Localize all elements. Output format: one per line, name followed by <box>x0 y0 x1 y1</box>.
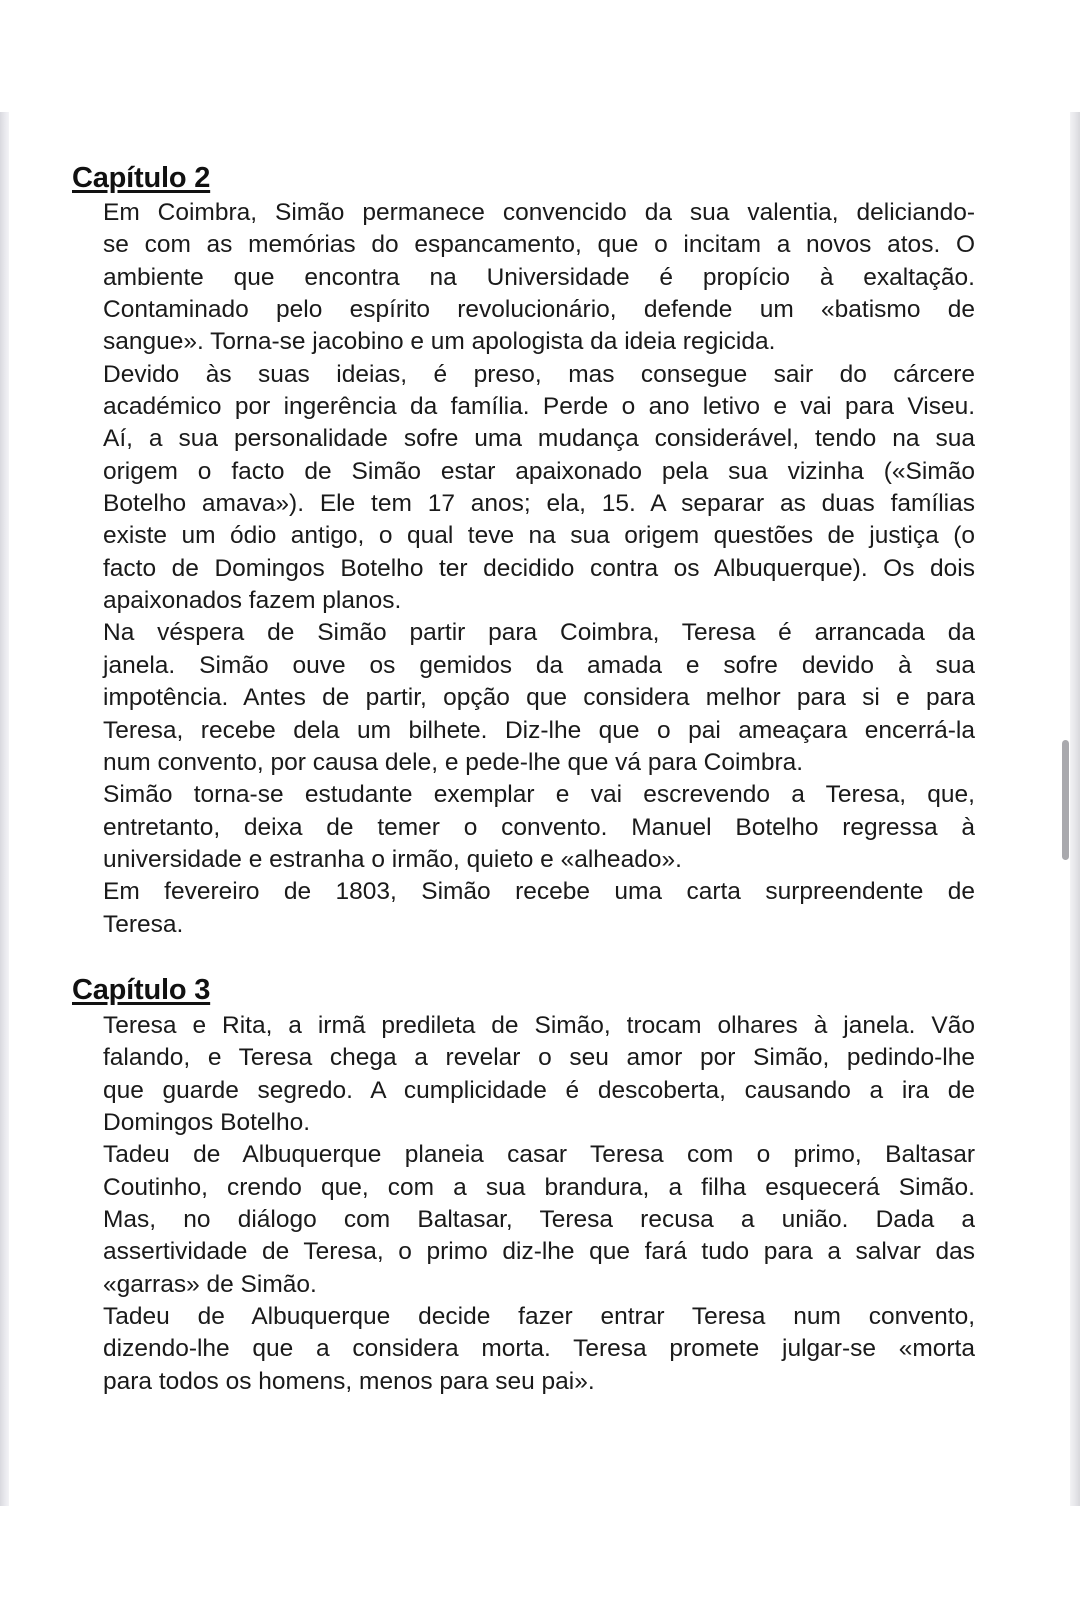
text-line: Teresa, recebe dela um bilhete. Diz-lhe que o pai ameaçara encerrá-la <box>103 716 975 744</box>
paragraph <box>103 1010 975 1139</box>
chapter-2-heading: Capítulo 2 <box>72 162 211 194</box>
chapter-3-body <box>103 1010 975 1398</box>
viewer-left-border <box>0 112 9 1506</box>
paragraph <box>103 197 975 359</box>
viewer-right-border <box>1070 112 1080 1506</box>
paragraph <box>103 1301 975 1398</box>
paragraph <box>103 359 975 618</box>
text-line: Contaminado pelo espírito revolucionário, defende um «batismo de <box>103 296 975 324</box>
text-line: Coutinho, crendo que, com a sua brandura, a filha esquecerá Simão. <box>103 1173 975 1201</box>
chapter-3-heading: Capítulo 3 <box>72 974 211 1006</box>
text-line: Tadeu de Albuquerque decide fazer entrar Teresa num convento, <box>103 1303 975 1331</box>
text-line: ambiente que encontra na Universidade é propício à exaltação. <box>103 263 975 291</box>
text-line: Devido às suas ideias, é preso, mas consegue sair do cárcere <box>103 360 975 388</box>
text-line: impotência. Antes de partir, opção que considera melhor para si e para <box>103 684 975 712</box>
text-line: Aí, a sua personalidade sofre uma mudança considerável, tendo na sua <box>103 425 975 453</box>
text-line: se com as memórias do espancamento, que o incitam a novos atos. O <box>103 231 975 259</box>
text-line: falando, e Teresa chega a revelar o seu amor por Simão, pedindo-lhe <box>103 1044 975 1072</box>
text-line: académico por ingerência da família. Perde o ano letivo e vai para Viseu. <box>103 393 975 421</box>
text-line: Em Coimbra, Simão permanece convencido da sua valentia, deliciando- <box>103 199 975 226</box>
text-line: para todos os homens, menos para seu pai». <box>103 1367 595 1395</box>
text-line: universidade e estranha o irmão, quieto e «alheado». <box>103 845 682 873</box>
text-line: assertividade de Teresa, o primo diz-lhe que fará tudo para a salvar das <box>103 1238 975 1266</box>
text-line: origem o facto de Simão estar apaixonado pela sua vizinha («Simão <box>103 457 975 485</box>
text-line: Teresa. <box>103 910 184 938</box>
paragraph <box>103 876 975 941</box>
vertical-scrollbar-thumb[interactable] <box>1062 740 1069 860</box>
text-line: Teresa e Rita, a irmã predileta de Simão, trocam olhares à janela. Vão <box>103 1012 975 1039</box>
text-line: Simão torna-se estudante exemplar e vai escrevendo a Teresa, que, <box>103 781 975 809</box>
text-line: Domingos Botelho. <box>103 1109 311 1137</box>
text-line: janela. Simão ouve os gemidos da amada e sofre devido à sua <box>103 651 975 679</box>
text-line: sangue». Torna-se jacobino e um apologista da ideia regicida. <box>103 328 776 356</box>
text-line: entretanto, deixa de temer o convento. Manuel Botelho regressa à <box>103 813 975 841</box>
text-line: apaixonados fazem planos. <box>103 587 402 615</box>
text-line: Tadeu de Albuquerque planeia casar Teresa com o primo, Baltasar <box>103 1141 975 1169</box>
paragraph <box>103 617 975 779</box>
paragraph <box>103 1139 975 1301</box>
text-line: existe um ódio antigo, o qual teve na sua origem questões de justiça (o <box>103 522 975 550</box>
text-line: «garras» de Simão. <box>103 1270 317 1298</box>
text-line: que guarde segredo. A cumplicidade é descoberta, causando a ira de <box>103 1076 975 1104</box>
text-line: num convento, por causa dele, e pede-lhe que vá para Coimbra. <box>103 748 804 776</box>
text-line: Na véspera de Simão partir para Coimbra, Teresa é arrancada da <box>103 619 975 647</box>
text-line: Em fevereiro de 1803, Simão recebe uma carta surpreendente de <box>103 878 975 906</box>
text-line: dizendo-lhe que a considera morta. Teresa promete julgar-se «morta <box>103 1335 975 1363</box>
text-line: Mas, no diálogo com Baltasar, Teresa recusa a união. Dada a <box>103 1206 975 1234</box>
document-viewer <box>0 112 1080 1506</box>
chapter-2-body <box>103 197 975 941</box>
text-line: facto de Domingos Botelho ter decidido contra os Albuquerque). Os dois <box>103 554 975 582</box>
text-line: Botelho amava»). Ele tem 17 anos; ela, 15. A separar as duas famílias <box>103 490 975 518</box>
paragraph <box>103 779 975 876</box>
